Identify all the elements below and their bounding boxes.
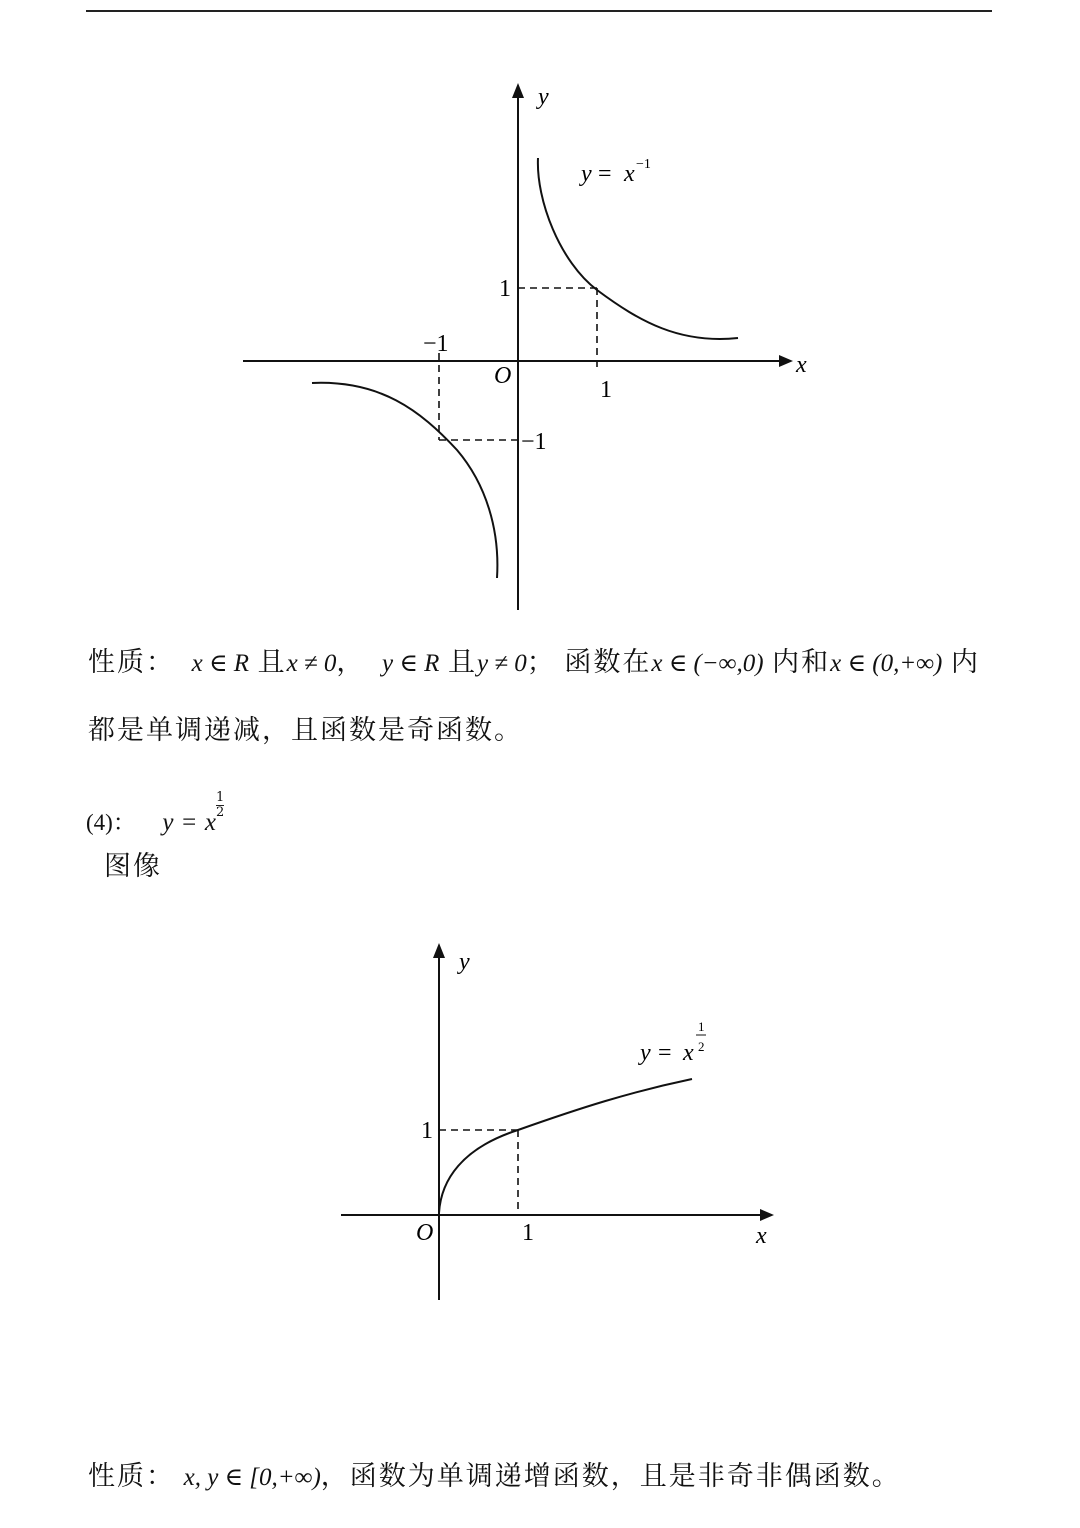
separator: ， [336, 647, 366, 678]
domain-math: x ∈ R [191, 650, 249, 677]
function-label-sqrt [638, 1019, 706, 1066]
formula-eq: = [182, 809, 197, 836]
tick-x: 1 [522, 1220, 534, 1246]
and-word: 且 [447, 647, 477, 678]
tick-x-pos: 1 [600, 377, 612, 403]
svg-text:y: y [640, 1040, 651, 1066]
domain-condition: x ≠ 0 [286, 650, 337, 677]
property-reciprocal-line1 [88, 646, 980, 681]
section-4-heading [86, 792, 224, 840]
y-axis-label: y [538, 84, 549, 110]
text: 函数在 [564, 647, 652, 678]
svg-text:x: x [624, 161, 635, 187]
domain-range-math: x, y ∈ [0,+∞) [183, 1464, 321, 1491]
tick-x-neg: −1 [423, 331, 449, 357]
svg-text:2: 2 [698, 1039, 705, 1054]
image-label: 图像 [104, 851, 162, 882]
x-axis-label: x [796, 352, 807, 378]
origin-label: O [416, 1220, 434, 1246]
figure-reciprocal-graph [0, 0, 1080, 640]
x-axis-label: x [756, 1223, 767, 1249]
svg-text:=: = [658, 1040, 672, 1066]
property-sqrt [88, 1460, 901, 1495]
property-reciprocal-line2: 都是单调递减，且函数是奇函数。 [88, 715, 523, 746]
origin-label: O [494, 363, 512, 389]
property-text: ，函数为单调递增函数，且是非奇非偶函数。 [320, 1461, 901, 1492]
svg-text:y: y [581, 161, 592, 187]
property-prefix: 性质： [88, 647, 175, 678]
formula-base: x [204, 809, 216, 836]
interval-negative: x ∈ (−∞,0) [651, 650, 764, 677]
and-word: 且 [257, 647, 287, 678]
function-label-reciprocal [579, 157, 651, 187]
formula-lhs: y [162, 809, 174, 836]
section-number: (4)： [86, 810, 136, 835]
interval-positive: x ∈ (0,+∞) [830, 650, 943, 677]
property-prefix: 性质： [88, 1461, 175, 1492]
svg-text:1: 1 [698, 1019, 705, 1034]
tick-y: 1 [421, 1118, 433, 1144]
y-axis-label: y [459, 949, 470, 975]
tick-y-neg: −1 [521, 429, 547, 455]
separator: ； [526, 647, 556, 678]
svg-text:x: x [683, 1040, 694, 1066]
range-condition: y ≠ 0 [476, 650, 527, 677]
text: 内和 [772, 647, 831, 678]
text: 内 [950, 647, 980, 678]
svg-text:−1: −1 [636, 157, 651, 172]
range-math: y ∈ R [381, 650, 440, 677]
tick-y-pos: 1 [499, 276, 511, 302]
formula-exponent: 1 2 [215, 790, 225, 820]
svg-text:=: = [598, 161, 612, 187]
